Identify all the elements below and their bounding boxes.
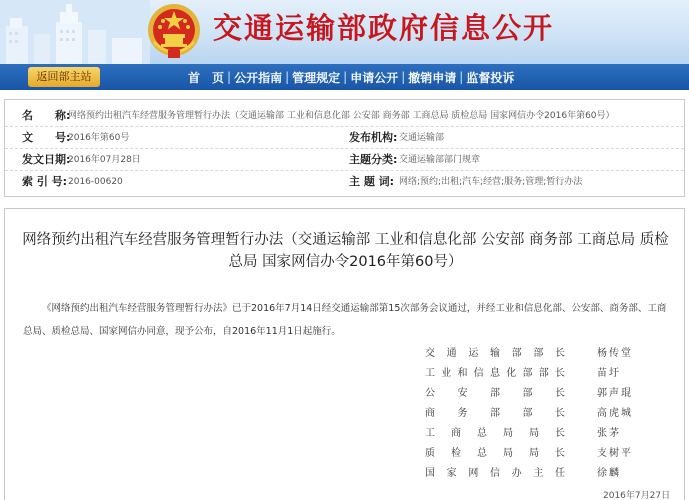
signatory-row xyxy=(425,384,665,404)
signatory-row xyxy=(425,404,665,424)
signatory-name: 支树平 xyxy=(597,448,633,459)
article-paragraph: 《网络预约出租汽车经营服务管理暂行办法》已于2016年7月14日经交通运输部第15次部务会议通过，并经工业和信息化部、公安部、商务部、工商总局、质检总局、国家网信办同意，现予公布，自2016年11月1日起施行。 xyxy=(23,303,667,337)
index-value: 2016-00620 xyxy=(68,177,123,187)
signatory-org: 公安部部长 xyxy=(425,388,565,399)
signatory-name: 高虎城 xyxy=(597,408,633,419)
signatory-org: 商务部部长 xyxy=(425,408,565,419)
signatory-row xyxy=(425,444,665,464)
issuer-value: 交通运输部 xyxy=(399,133,445,143)
signatory-name: 杨传堂 xyxy=(597,348,633,359)
keywords-value: 网络;预约;出租;汽车;经营;服务;管理;暂行办法 xyxy=(399,177,583,187)
main-nav-bar xyxy=(0,64,689,90)
document-metadata-table xyxy=(4,99,685,197)
meta-row-date-category xyxy=(5,149,684,171)
nav-disclosure-guide[interactable]: 公开指南 xyxy=(234,70,283,85)
signatory-org: 工商总局局长 xyxy=(425,428,565,439)
nav-supervision-complaint[interactable]: 监督投诉 xyxy=(466,70,515,85)
name-label: 名 称: xyxy=(22,109,71,122)
date-value: 2016年07月28日 xyxy=(68,155,141,165)
meta-row-name xyxy=(5,105,684,127)
meta-row-index-keywords xyxy=(5,171,684,193)
index-label: 索 引 号: xyxy=(22,175,68,188)
nav-separator: | xyxy=(401,70,406,84)
article-panel xyxy=(4,208,685,500)
date-label: 发文日期: xyxy=(22,153,71,166)
name-value: 网络预约出租汽车经营服务管理暂行办法（交通运输部 工业和信息化部 公安部 商务部 工商总局 质检总局 国家网信办令2016年第60号） xyxy=(68,111,615,121)
signatory-name: 郭声琨 xyxy=(597,388,633,399)
nav-regulations[interactable]: 管理规定 xyxy=(292,70,341,85)
signatory-row xyxy=(425,424,665,444)
issuer-label: 发布机构: xyxy=(349,131,398,144)
signatory-org: 工业和信息化部部长 xyxy=(425,368,565,379)
docno-value: 2016年第60号 xyxy=(68,133,130,143)
category-label: 主题分类: xyxy=(349,153,398,166)
meta-row-docno-issuer xyxy=(5,127,684,149)
nav-apply-disclosure[interactable]: 申请公开 xyxy=(350,70,399,85)
signatory-org: 国家网信办主任 xyxy=(425,468,565,479)
nav-separator: | xyxy=(227,70,232,84)
back-to-main-site-button[interactable]: 返回部主站 xyxy=(28,67,100,87)
article-body xyxy=(23,297,671,343)
signatory-org: 交通运输部部长 xyxy=(425,348,565,359)
nav-withdraw-application[interactable]: 撤销申请 xyxy=(408,70,457,85)
category-value: 交通运输部部门规章 xyxy=(399,155,481,165)
signatory-name: 徐麟 xyxy=(597,468,621,479)
nav-home[interactable]: 首 页 xyxy=(188,70,225,85)
signatory-row xyxy=(425,464,665,484)
site-title: 交通运输部政府信息公开 xyxy=(213,11,555,45)
signatory-row xyxy=(425,364,665,384)
signatory-row xyxy=(425,344,665,364)
article-title: 网络预约出租汽车经营服务管理暂行办法（交通运输部 工业和信息化部 公安部 商务部 工商总局 质检总局 国家网信办令2016年第60号） xyxy=(22,232,669,270)
nav-menu xyxy=(188,64,514,90)
keywords-label: 主 题 词: xyxy=(349,175,395,188)
signatory-name: 苗圩 xyxy=(597,368,621,379)
tiananmen-skyline-image xyxy=(0,0,150,64)
nav-separator: | xyxy=(343,70,348,84)
docno-label: 文 号: xyxy=(22,131,71,144)
nav-separator: | xyxy=(459,70,464,84)
nav-separator: | xyxy=(285,70,290,84)
signatory-name: 张茅 xyxy=(597,428,621,439)
site-banner xyxy=(0,0,689,64)
signatory-org: 质检总局局长 xyxy=(425,448,565,459)
national-emblem-icon xyxy=(146,2,202,60)
article-date: 2016年7月27日 xyxy=(603,491,671,500)
